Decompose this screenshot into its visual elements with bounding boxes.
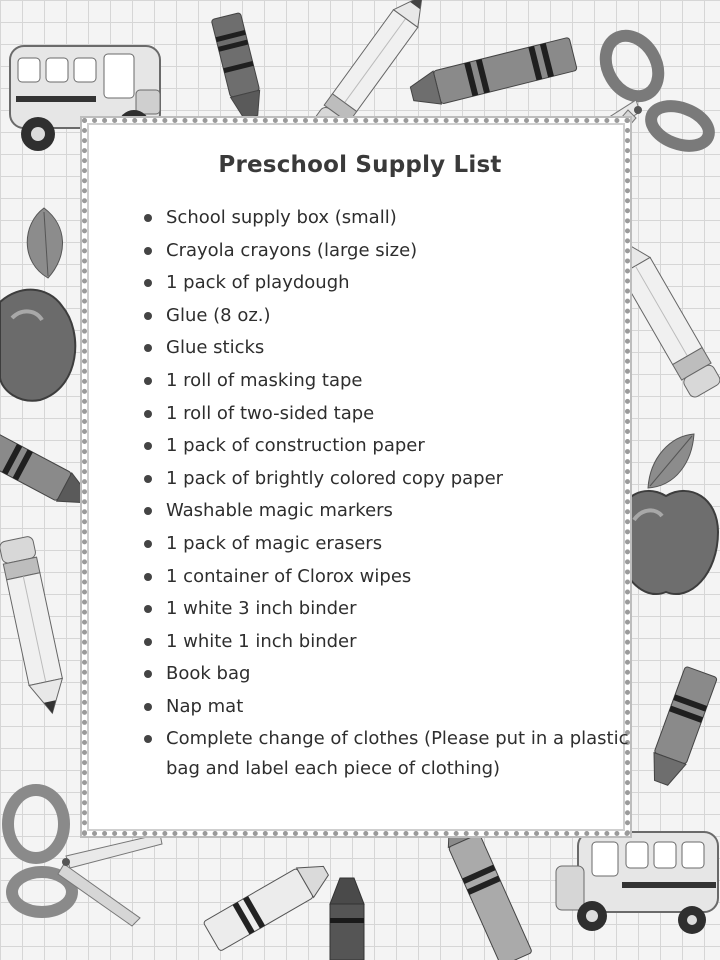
crayon-icon	[640, 668, 720, 788]
list-item	[142, 626, 642, 659]
list-item	[142, 202, 642, 235]
list-item	[142, 332, 642, 365]
list-item-label: 1 white 3 inch binder	[166, 598, 357, 620]
list-item-label: 1 container of Clorox wipes	[166, 565, 412, 587]
bullet-icon	[144, 507, 152, 515]
list-item-label: 1 white 1 inch binder	[166, 630, 357, 652]
page-title: Preschool Supply List	[218, 152, 502, 178]
list-item	[142, 300, 642, 333]
list-item-label: 1 roll of masking tape	[166, 369, 363, 391]
bullet-icon	[144, 442, 152, 450]
bullet-icon	[144, 247, 152, 255]
crayon-icon	[206, 14, 276, 124]
crayon-icon	[0, 434, 94, 524]
bullet-icon	[144, 312, 152, 320]
apple-icon	[0, 278, 84, 404]
list-item-label: Book bag	[166, 663, 251, 685]
crayon-icon	[322, 874, 372, 960]
list-item-label: 1 pack of brightly colored copy paper	[166, 467, 504, 489]
list-item-label: Glue (8 oz.)	[166, 304, 271, 326]
list-item	[142, 430, 642, 463]
list-item	[142, 593, 642, 626]
bullet-icon	[144, 410, 152, 418]
list-item	[142, 365, 642, 398]
list-item	[142, 561, 642, 594]
list-item	[142, 528, 642, 561]
school-bus-icon	[552, 826, 720, 936]
bullet-icon	[144, 703, 152, 711]
bullet-icon	[144, 540, 152, 548]
list-item-label: 1 pack of magic erasers	[166, 532, 383, 554]
pencil-icon	[0, 536, 80, 726]
crayon-icon	[430, 816, 540, 960]
leaf-icon	[14, 204, 74, 284]
list-item-label: Nap mat	[166, 695, 244, 717]
list-item	[142, 267, 642, 300]
list-item	[142, 724, 642, 784]
list-item	[142, 495, 642, 528]
bullet-icon	[144, 279, 152, 287]
supply-list	[142, 202, 642, 784]
list-item-label: Complete change of clothes (Please put in a plastic bag and label each piece of clothing)	[166, 727, 629, 779]
list-item-label: Washable magic markers	[166, 500, 393, 522]
list-item-label: 1 pack of construction paper	[166, 435, 425, 457]
list-item-label: 1 roll of two-sided tape	[166, 402, 375, 424]
list-item	[142, 463, 642, 496]
bullet-icon	[144, 638, 152, 646]
list-item	[142, 235, 642, 268]
crayon-icon	[196, 858, 336, 948]
bullet-icon	[144, 735, 152, 743]
list-item	[142, 691, 642, 724]
list-item-label: Crayola crayons (large size)	[166, 239, 418, 261]
list-item-label: Glue sticks	[166, 337, 265, 359]
bullet-icon	[144, 670, 152, 678]
bullet-icon	[144, 573, 152, 581]
list-item-label: School supply box (small)	[166, 207, 397, 228]
list-item	[142, 398, 642, 431]
bullet-icon	[144, 344, 152, 352]
bullet-icon	[144, 475, 152, 483]
list-item-label: 1 pack of playdough	[166, 272, 350, 294]
bullet-icon	[144, 605, 152, 613]
bullet-icon	[144, 377, 152, 385]
list-item	[142, 658, 642, 691]
bullet-icon	[144, 214, 152, 222]
